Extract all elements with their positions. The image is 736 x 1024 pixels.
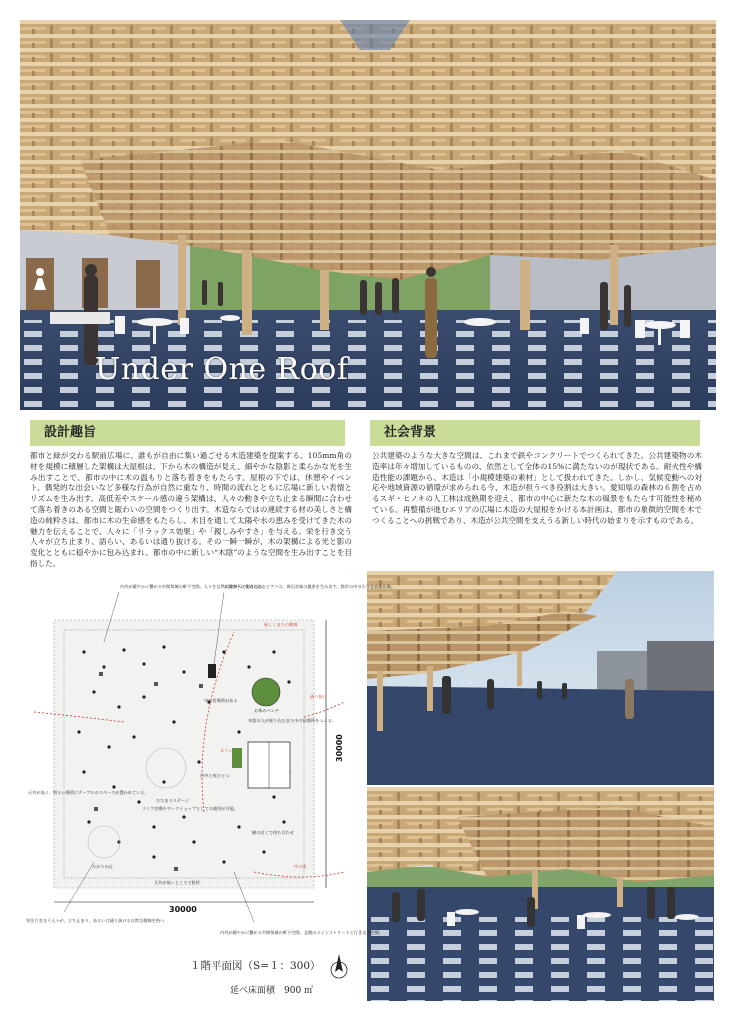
social-background-body: 公共建築のような大きな空間は、これまで鉄やコンクリートでつくられてきた。公共建築物の木造率は年々増加しているものの、依然として全体の15%に満たないのが現状である。耐火性や構造性能の課題から、木造は「小規模建築の素材」として扱われてきた。しかし、気候変動への対応や地域資源の循環が求められる今、木造が担うべき役割は大きい。愛知県の森林の６割を占めるスギ・ヒノキの人工林は成熟期を迎え、都市の中心に新たな木の風景をもたらす可能性を秘めている。再整備が進むエリアの広場に木造の大屋根をかける本計画は、都市の象徴的空間を木でつくることへの挑戦であり、木造が公共空間を支えうる新しい時代の始まりを示すものである。 bbox=[372, 451, 702, 525]
plan-annotation: 木陰の人が座り込むまた中の居場所をつくる。 bbox=[248, 718, 336, 723]
plan-annotation: 中に居場所がある bbox=[204, 698, 238, 703]
social-background-heading: 社会背景 bbox=[370, 420, 700, 446]
hero-title: Under One Roof bbox=[95, 352, 349, 387]
plan-flow-label: カフェ bbox=[220, 748, 233, 753]
plan-annotation: ひかりの丘 bbox=[92, 864, 113, 869]
plan-annotation: 木陰の下に集められたピアノは、周辺音楽の風景を生み出す。都市の中の小さな音楽広場。 bbox=[224, 584, 396, 589]
plan-annotation: 内外が緩やかに繋がる中間領域の軒下空間。北側のメインストリートと行き交う空間。 bbox=[220, 930, 384, 935]
plan-flow-label: 通り抜け bbox=[310, 694, 327, 699]
plan-dimension-width: 30000 bbox=[169, 905, 197, 914]
floor-plan-drawing bbox=[24, 572, 396, 942]
plan-annotation: お休みベンチ bbox=[254, 708, 280, 713]
floor-plan-caption: １階平面図（S=１：300） bbox=[190, 960, 321, 972]
north-arrow-icon bbox=[330, 952, 348, 982]
plan-flow-label: 屋しくまたの動線 bbox=[264, 622, 298, 627]
design-intent-body: 都市と緑が交わる駅前広場に、誰もが自由に集い過ごせる木造建築を提案する。105mm角の材を規模に積層した架構は大屋根は、下から木の構造が見え、細やかな陰影と柔らかな光を生み出すことで、都市の中に木の温もりと落ち着きをもたらす。屋根の下では、休憩やイベント、偶発的な出会いなど多様な行為が自然に重なり、時間の流れとともに広場に新しい表情とリズムを生み出す。高低差やスケール感の違う架構は、人々の動きや立ち止まる瞬間に合わせて落ち着きのある空間と賑わいの空間をつくり出す。木造ならではの連続する材の美しさと構造の純粋さは、都市に木の生命感をもたらし、木目を通して太陽や水の恵みを受けてきた木の魅力を伝えることで、人々に「リラックス効果」や「親しみやすさ」を与える。栄を行き交う人々が立ち止まり、語らい、あるいは通り抜ける。その一瞬一瞬が、木の架構による光と影の変化とともに穏やかに包み込まれ、都市の中に新しい“木陰”のような空間を生み出すことを目指した。 bbox=[30, 451, 352, 568]
plan-annotation: 天井が低いところで乾杯 bbox=[154, 880, 201, 885]
plan-flow-label: 中の家 bbox=[294, 864, 307, 869]
plan-annotation: ひだまりステージ bbox=[156, 798, 190, 803]
floor-area-label: 延べ床面積 900 ㎡ bbox=[230, 986, 314, 996]
plan-annotation: 栄を行き交う人々が、立ち止まり、あるいは通り抜ける自然な動線を持つ bbox=[26, 918, 165, 923]
perspective-render-exterior bbox=[367, 571, 714, 785]
plan-annotation: 樹の近くで待ち合わせ bbox=[252, 830, 294, 835]
hero-rendering bbox=[20, 20, 716, 410]
plan-dimension-height: 30000 bbox=[335, 734, 344, 762]
perspective-render-interior bbox=[367, 787, 714, 1001]
design-intent-heading: 設計趣旨 bbox=[30, 420, 345, 446]
floor-plan bbox=[24, 572, 396, 942]
plan-annotation: 天井が高く、明るい場所にテーブルのスペースが置かれている。 bbox=[28, 790, 149, 795]
plan-annotation: 日中と夜ひとつ bbox=[200, 773, 230, 778]
plan-annotation: ライブ会場やワークショップとしての使用が可能。 bbox=[142, 806, 238, 811]
plan-annotation: 内外が緩やかに繋がる中間領域の軒下空間。人々を自然に建物へと引き込む。 bbox=[120, 584, 267, 589]
